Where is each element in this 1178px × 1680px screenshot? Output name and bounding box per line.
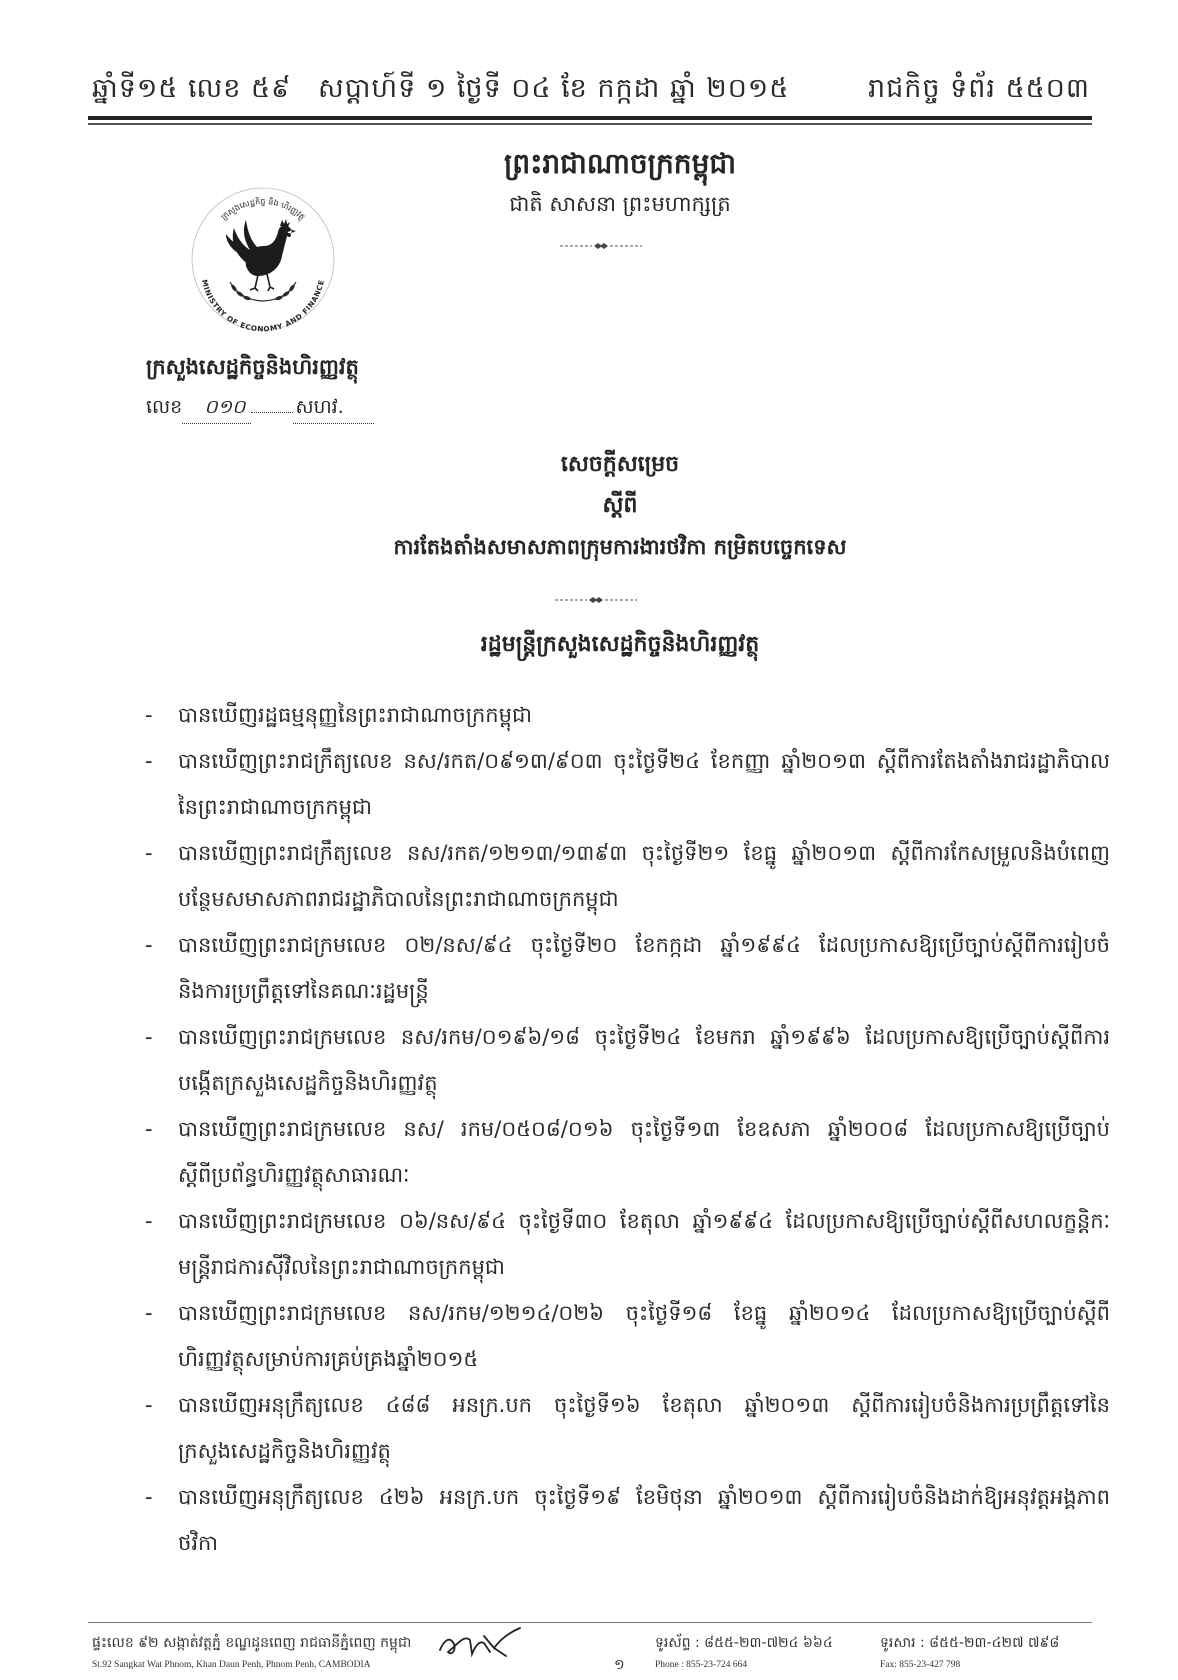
consideration-item <box>145 1106 1110 1198</box>
header-rule <box>88 116 1092 120</box>
considerations-list <box>145 692 1110 1566</box>
consideration-item <box>145 1198 1110 1290</box>
svg-text:MINISTRY OF ECONOMY AND FINANC <box>200 279 326 334</box>
document-number-label: លេខ <box>146 396 183 418</box>
bullet-dash: - <box>145 749 153 773</box>
document-number <box>146 394 374 424</box>
consideration-item <box>145 1290 1110 1382</box>
consideration-item <box>145 1474 1110 1566</box>
consideration-line: បានឃើញអនុក្រឹត្យលេខ ៤២៦ អនក្រ.បក ចុះថ្ងៃទី១៩ ខែមិថុនា ឆ្នាំ២០១៣ ស្តីពីការរៀបចំនិងដាក់ឱ្យអនុវត្តអង្គភាព <box>178 1485 1110 1509</box>
svg-text:ក្រសួងសេដ្ឋកិច្ច និង ហិរញ្ញវត្ <box>219 196 306 223</box>
gazette-page: រាជកិច្ច ទំព័រ ៥៥០៣ <box>868 73 1090 104</box>
footer-address-km: ផ្ទះលេខ ៩២ សង្កាត់វត្តភ្នំ ខណ្ឌដូនពេញ រាជធានីភ្នំពេញ កម្ពុជា <box>92 1635 412 1651</box>
rooster-icon <box>226 219 296 291</box>
page-number: ១ <box>614 1657 625 1673</box>
ornament-divider <box>556 241 646 251</box>
consideration-line: បានឃើញព្រះរាជក្រមលេខ នស/រកម/១២១៤/០២៦ ចុះថ្ងៃទី១៨ ខែធ្នូ ឆ្នាំ២០១៤ ដែលប្រកាសឱ្យប្រើច្បាប់ស្តីពី <box>178 1301 1110 1325</box>
consideration-line: និងការប្រព្រឹត្តទៅនៃគណៈរដ្ឋមន្ត្រី <box>178 979 429 1003</box>
bullet-dash: - <box>145 1025 153 1049</box>
consideration-item <box>145 830 1110 922</box>
kingdom-motto: ជាតិ សាសនា ព្រះមហាក្សត្រ <box>509 192 731 216</box>
consideration-line: ថវិកា <box>178 1531 218 1555</box>
consideration-line: បន្ថែមសមាសភាពរាជរដ្ឋាភិបាលនៃព្រះរាជាណាចក្រកម្ពុជា <box>178 887 619 911</box>
consideration-item <box>145 738 1110 830</box>
consideration-line: បានឃើញព្រះរាជក្រមលេខ នស/ រកម/០៥០៨/០១៦ ចុះថ្ងៃទី១៣ ខែឧសភា ឆ្នាំ២០០៨ ដែលប្រកាសឱ្យប្រើច្បាប់ <box>178 1117 1110 1141</box>
bullet-dash: - <box>145 1209 153 1233</box>
bullet-dash: - <box>145 1485 153 1509</box>
ornament-divider <box>551 595 641 605</box>
consideration-line: បានឃើញព្រះរាជក្រមលេខ ០៦/នស/៩៤ ចុះថ្ងៃទី៣០ ខែតុលា ឆ្នាំ១៩៩៤ ដែលប្រកាសឱ្យប្រើច្បាប់ស្តីពីសហលក្ខន្តិកៈ <box>178 1209 1110 1233</box>
decision-issuer: រដ្ឋមន្ត្រីក្រសួងសេដ្ឋកិច្ចនិងហិរញ្ញវត្ថុ <box>480 632 760 657</box>
consideration-item <box>145 922 1110 1014</box>
consideration-line: បង្កើតក្រសួងសេដ្ឋកិច្ចនិងហិរញ្ញវត្ថុ <box>178 1071 438 1095</box>
consideration-line: នៃព្រះរាជាណាចក្រកម្ពុជា <box>178 795 373 819</box>
consideration-line: បានឃើញអនុក្រឹត្យលេខ ៤៨៨ អនក្រ.បក ចុះថ្ងៃទី១៦ ខែតុលា ឆ្នាំ២០១៣ ស្តីពីការរៀបចំនិងការប្រព្រឹត្តទៅនៃ <box>178 1393 1110 1417</box>
footer-fax-km: ទូរសារ : ៨៥៥-២៣-៤២៧ ៧៩៨ <box>880 1635 1060 1651</box>
decision-subject: ការតែងតាំងសមាសភាពក្រុមការងារថវិកា កម្រិតបច្ចេកទេស <box>393 535 847 559</box>
consideration-line: ហិរញ្ញវត្ថុសម្រាប់ការគ្រប់គ្រងឆ្នាំ២០១៥ <box>178 1347 479 1371</box>
dotted-fill <box>251 394 293 413</box>
footer-phone-en: Phone : 855-23-724 664 <box>655 1660 748 1670</box>
bullet-dash: - <box>145 703 153 727</box>
consideration-line: បានឃើញព្រះរាជក្រឹត្យលេខ នស/រកត/១២១៣/១៣៩៣ ចុះថ្ងៃទី២១ ខែធ្នូ ឆ្នាំ២០១៣ ស្តីពីការកែសម្រួលនិងបំពេញ <box>178 841 1110 865</box>
laurel-icon <box>230 282 296 301</box>
consideration-item <box>145 1014 1110 1106</box>
bullet-dash: - <box>145 841 153 865</box>
footer-phone-km: ទូរស័ព្ទ : ៨៥៥-២៣-៧២៤ ៦៦៤ <box>655 1635 833 1651</box>
consideration-line: មន្ត្រីរាជការស៊ីវិលនៃព្រះរាជាណាចក្រកម្ពុជា <box>178 1255 505 1279</box>
consideration-line: បានឃើញព្រះរាជក្រមលេខ នស/រកម/០១៩៦/១៨ ចុះថ្ងៃទី២៤ ខែមករា ឆ្នាំ១៩៩៦ ដែលប្រកាសឱ្យប្រើច្បាប់ស្តីពីការ <box>178 1025 1110 1049</box>
ministry-seal <box>188 184 338 334</box>
seal-text-km: ក្រសួងសេដ្ឋកិច្ច និង ហិរញ្ញវត្ថុ <box>219 197 307 222</box>
footer-fax-en: Fax: 855-23-427 798 <box>880 1660 961 1670</box>
bullet-dash: - <box>145 933 153 957</box>
document-number-value: ០១០ <box>182 395 251 424</box>
footer-address-en: St.92 Sangkat Wat Phnom, Khan Daun Penh, Phnom Penh, CAMBODIA <box>92 1660 371 1670</box>
decision-about: ស្តីពី <box>602 493 638 518</box>
consideration-line: ក្រសួងសេដ្ឋកិច្ចនិងហិរញ្ញវត្ថុ <box>178 1439 391 1463</box>
document-number-suffix: សហវ. <box>293 395 373 424</box>
seal-text-en: MINISTRY OF ECONOMY AND FINANCE <box>199 278 327 334</box>
gazette-issue: ឆ្នាំទី១៥ លេខ ៥៩ <box>92 73 292 104</box>
header-rule-thin <box>88 123 1092 125</box>
consideration-line: ស្តីពីប្រព័ន្ធហិរញ្ញវត្ថុសាធារណៈ <box>178 1163 410 1187</box>
kingdom-name: ព្រះរាជាណាចក្រកម្ពុជា <box>503 147 736 180</box>
consideration-line: បានឃើញព្រះរាជក្រឹត្យលេខ នស/រកត/០៩១៣/៩០៣ ចុះថ្ងៃទី២៤ ខែកញ្ញា ឆ្នាំ២០១៣ ស្តីពីការតែងតាំងរាជរដ្ឋាភិបាល <box>178 749 1110 773</box>
bullet-dash: - <box>145 1301 153 1325</box>
bullet-dash: - <box>145 1117 153 1141</box>
bullet-dash: - <box>145 1393 153 1417</box>
consideration-item <box>145 692 1110 738</box>
decision-title: សេចក្តីសម្រេច <box>560 452 680 477</box>
consideration-line: បានឃើញរដ្ឋធម្មនុញ្ញនៃព្រះរាជាណាចក្រកម្ពុជា <box>178 703 532 727</box>
consideration-line: បានឃើញព្រះរាជក្រមលេខ ០២/នស/៩៤ ចុះថ្ងៃទី២០ ខែកក្កដា ឆ្នាំ១៩៩៤ ដែលប្រកាសឱ្យប្រើច្បាប់ស្តីពីការរៀបចំ <box>178 933 1110 957</box>
signature <box>434 1624 526 1662</box>
footer-rule <box>88 1622 1092 1623</box>
ministry-name: ក្រសួងសេដ្ឋកិច្ចនិងហិរញ្ញវត្ថុ <box>146 355 359 379</box>
consideration-item <box>145 1382 1110 1474</box>
gazette-date: សប្តាហ៍ទី ១ ថ្ងៃទី ០៤ ខែ កក្កដា ឆ្នាំ ២០១៥ <box>318 73 790 104</box>
